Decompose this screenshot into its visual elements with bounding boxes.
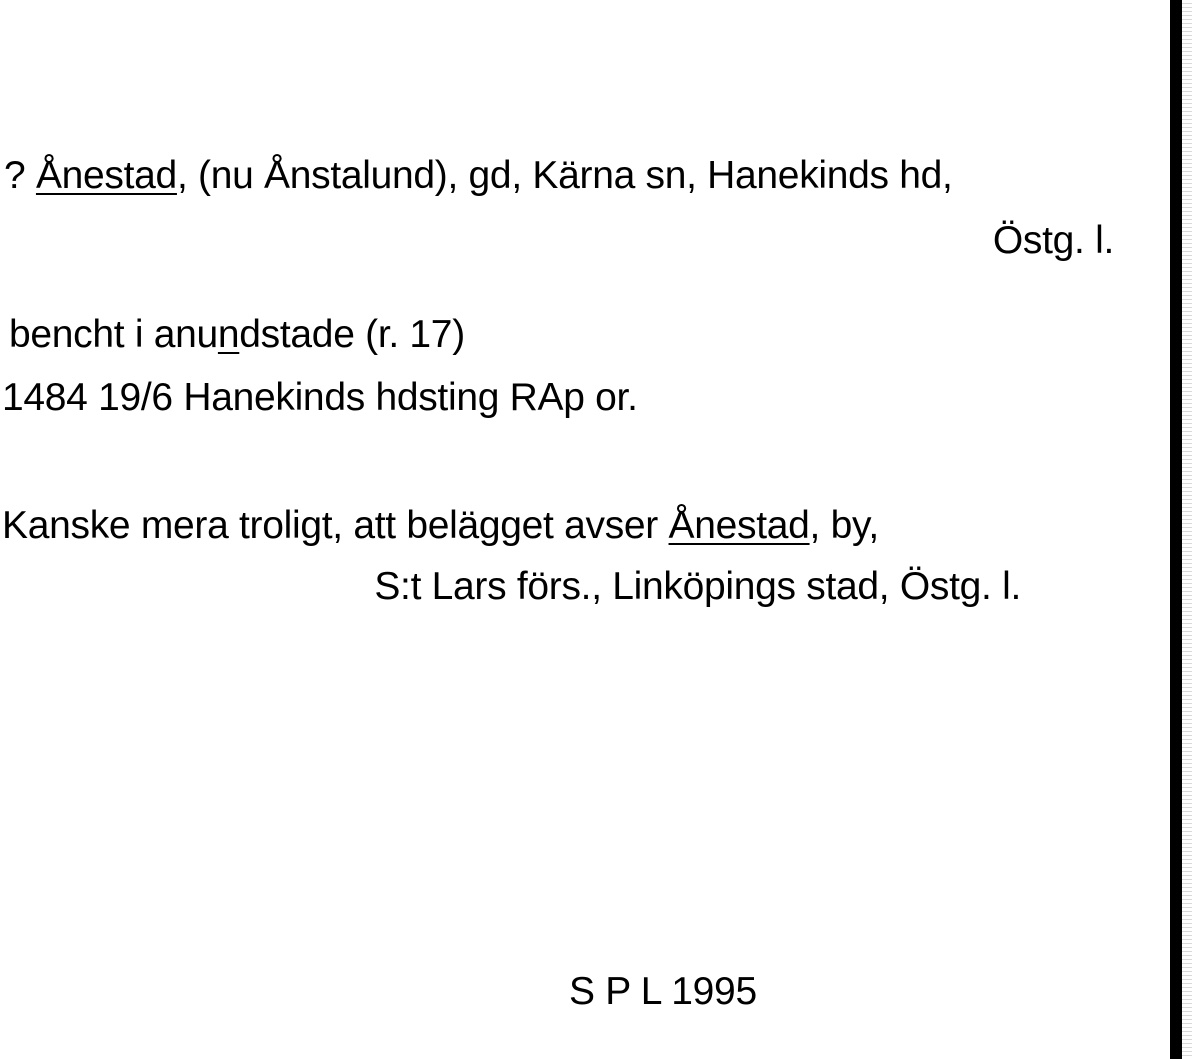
attestation-text-after: dstade (r. 17) (239, 313, 465, 356)
headword-description: , (nu Ånstalund), gd, Kärna sn, Hanekinds hd, (176, 154, 953, 197)
headword-line (4, 153, 953, 199)
comment-line (2, 503, 879, 549)
headword-prefix: ? (4, 154, 36, 197)
card-edge-rule (1170, 0, 1182, 1059)
comment-continuation: S:t Lars förs., Linköpings stad, Östg. l. (374, 565, 1021, 608)
attestation-text-before: bencht i anu (9, 313, 218, 356)
headword-continuation: Östg. l. (992, 219, 1114, 262)
attestation-line (9, 312, 465, 358)
attestation-source: 1484 19/6 Hanekinds hdsting RAp or. (2, 376, 638, 419)
headword-name: Ånestad (35, 154, 177, 197)
attestation-underlined-letter: n (217, 313, 240, 356)
comment-text-before: Kanske mera troligt, att belägget avser (2, 504, 669, 547)
signature: S P L 1995 (569, 970, 757, 1013)
comment-place-name: Ånestad (668, 504, 810, 547)
comment-text-after: , by, (809, 504, 879, 547)
scan-edge-noise (1182, 0, 1192, 1059)
